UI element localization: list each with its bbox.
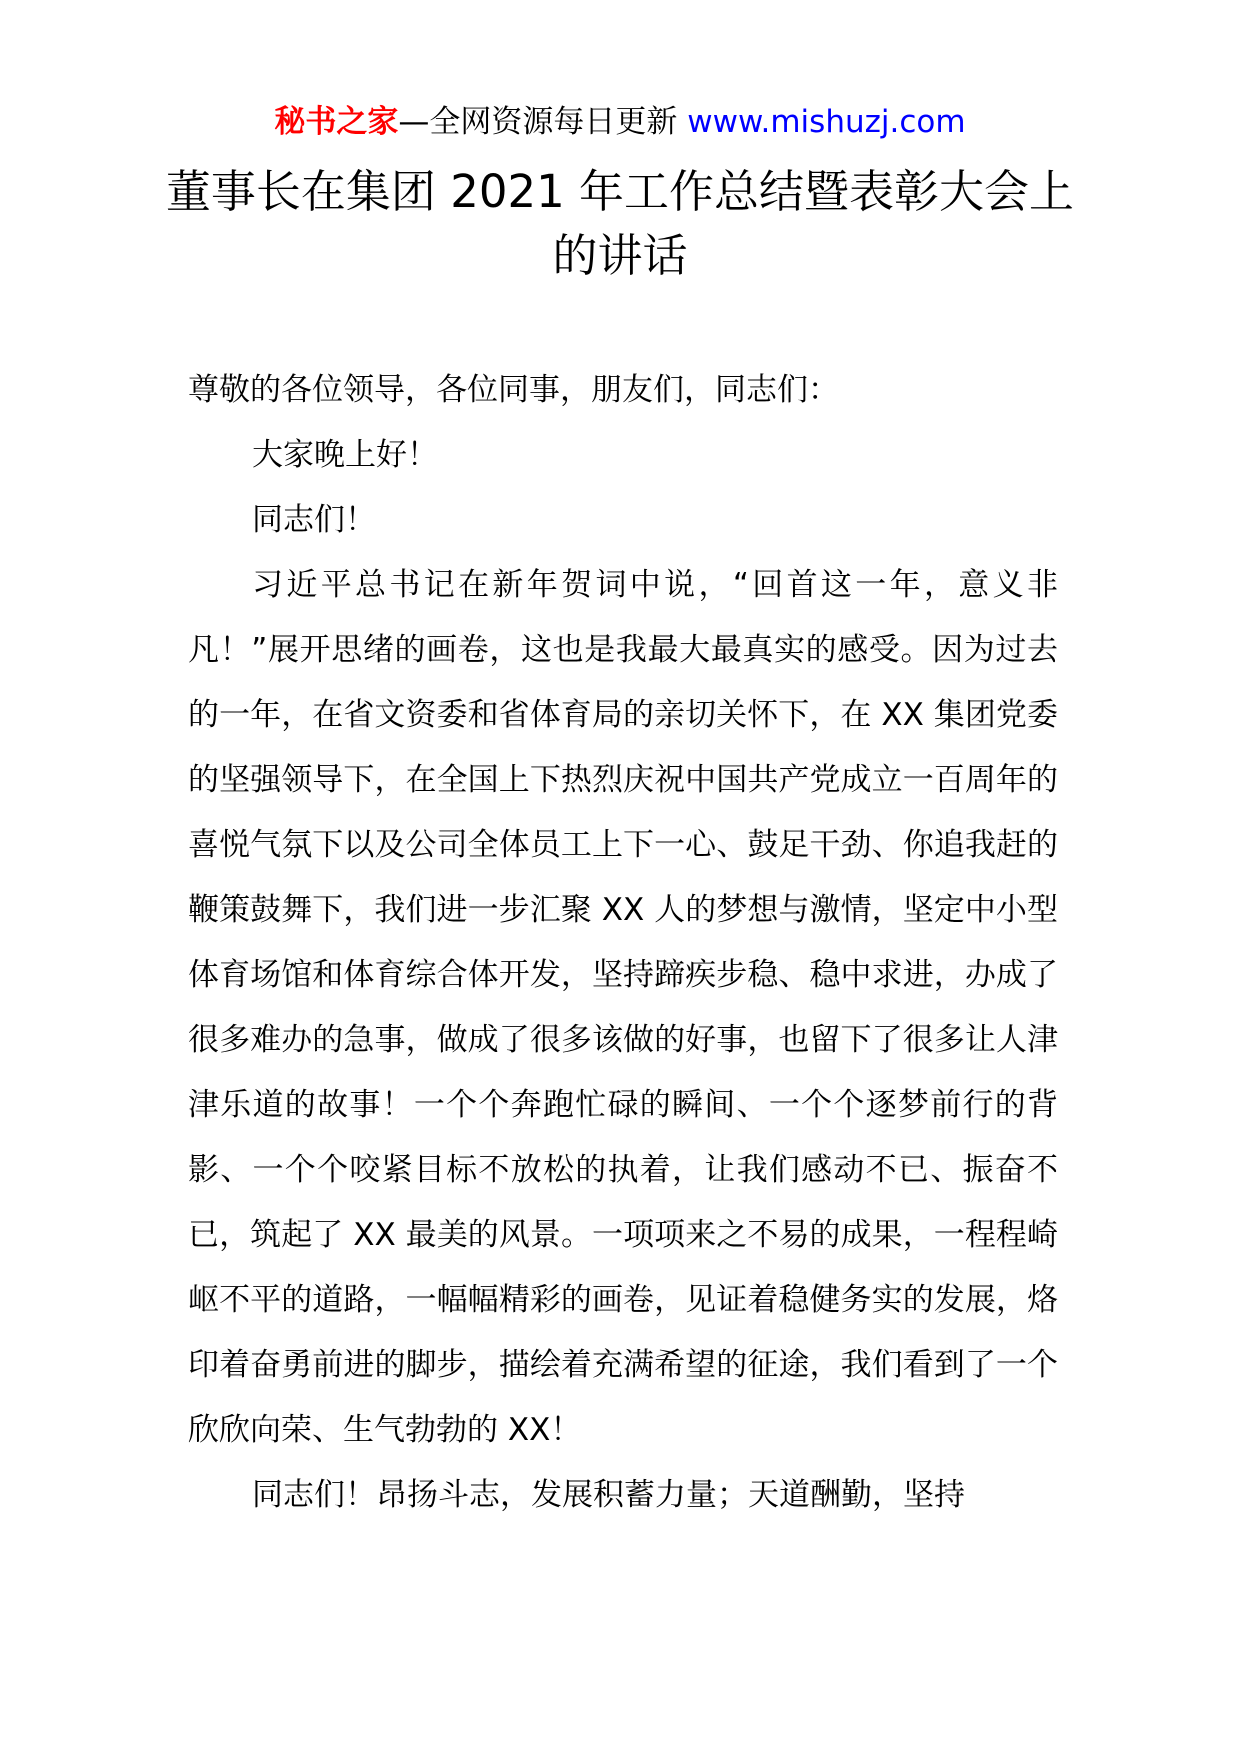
body-paragraph: 同志们！昂扬斗志，发展积蓄力量；天道酬勤，坚持 [252, 1477, 965, 1513]
body-paragraph: 同志们！ [252, 502, 376, 538]
body-paragraph: 大家晚上好！ [252, 437, 438, 473]
site-url-link[interactable]: www.mishuzj.com [687, 104, 966, 140]
salutation: 尊敬的各位领导，各位同事，朋友们，同志们： [188, 372, 839, 408]
document-body [188, 358, 1058, 1528]
header-tagline: —全网资源每日更新 [398, 104, 678, 140]
site-header [0, 100, 1240, 144]
document-title: 董事长在集团 2021 年工作总结暨表彰大会上的讲话 [165, 165, 1075, 282]
brand-name: 秘书之家 [274, 104, 399, 140]
body-paragraph: 习近平总书记在新年贺词中说，“回首这一年，意义非凡！”展开思绪的画卷，这也是我最大最真实的感受。因为过去的一年，在省文资委和省体育局的亲切关怀下，在 XX 集团党委的坚强领导下，在全国上下热烈庆祝中国共产党成立一百周年的喜悦气氛下以及公司全体员工上下一心、鼓足干劲、你追我赶的鞭策鼓舞下，我们进一步汇聚 XX 人的梦想与激情，坚定中小型体育场馆和体育综合体开发，坚持蹄疾步稳、稳中求进，办成了很多难办的急事，做成了很多该做的好事，也留下了很多让人津津乐道的故事！一个个奔跑忙碌的瞬间、一个个逐梦前行的背影、一个个咬紧目标不放松的执着，让我们感动不已、振奋不已，筑起了 XX 最美的风景。一项项来之不易的成果，一程程崎岖不平的道路，一幅幅精彩的画卷，见证着稳健务实的发展，烙印着奋勇前进的脚步，描绘着充满希望的征途，我们看到了一个欣欣向荣、生气勃勃的 XX！ [188, 567, 1058, 1448]
